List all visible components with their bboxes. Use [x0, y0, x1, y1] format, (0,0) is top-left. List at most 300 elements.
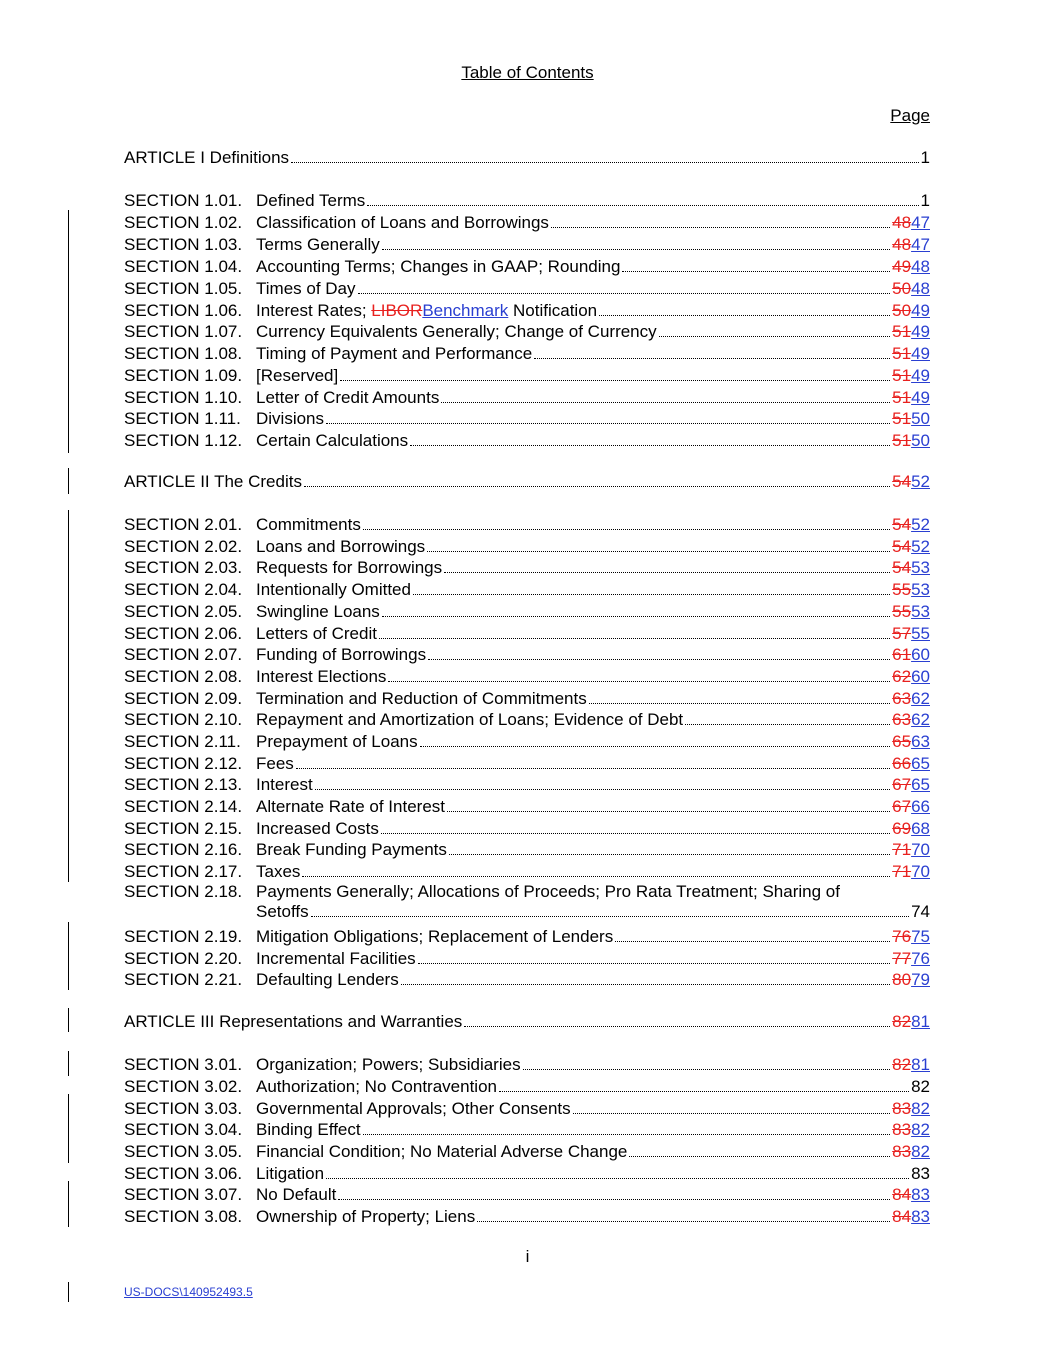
toc-article-row[interactable] — [124, 146, 930, 168]
section-title — [256, 710, 683, 730]
deleted-page-number: 71 — [892, 840, 912, 859]
deleted-page-number: 54 — [892, 537, 912, 556]
dot-leader — [441, 402, 890, 403]
dot-leader — [388, 681, 890, 682]
change-bar — [68, 468, 69, 494]
section-number: SECTION 2.03. — [124, 558, 243, 577]
section-title-text: Break Funding Payments — [256, 840, 447, 859]
toc-section-row[interactable] — [124, 882, 930, 926]
page-number — [892, 515, 930, 535]
section-title-text: Times of Day — [256, 279, 356, 298]
inserted-page-number[interactable]: 83 — [911, 1207, 930, 1226]
dot-leader — [589, 703, 890, 704]
page-number — [892, 431, 930, 451]
inserted-page-number[interactable]: 62 — [911, 710, 930, 729]
section-number: SECTION 1.02. — [124, 213, 243, 232]
article-title: Representations and Warranties — [219, 1012, 463, 1031]
page-number — [892, 775, 930, 795]
deleted-page-number: 77 — [892, 949, 912, 968]
dot-leader — [418, 963, 890, 964]
section-title — [256, 388, 439, 408]
section-number: SECTION 1.03. — [124, 235, 243, 254]
inserted-page-number[interactable]: 49 — [911, 344, 930, 363]
toc-section-row[interactable] — [124, 1183, 930, 1205]
section-number: SECTION 2.04. — [124, 580, 243, 599]
page-number — [892, 862, 930, 882]
section-number: SECTION 2.05. — [124, 602, 243, 621]
dot-leader — [551, 227, 890, 228]
page-number-value[interactable]: 1 — [920, 191, 930, 210]
inserted-page-number[interactable]: 49 — [911, 301, 930, 320]
toc-section-row[interactable] — [124, 795, 930, 817]
page-number-value[interactable]: 82 — [911, 1077, 930, 1096]
dot-leader — [326, 423, 890, 424]
dot-leader — [363, 529, 890, 530]
page-number — [892, 257, 930, 277]
section-title — [256, 862, 300, 882]
toc-section-row[interactable] — [124, 860, 930, 882]
page-number-value[interactable]: 83 — [911, 1164, 930, 1183]
toc-section-row[interactable] — [124, 1140, 930, 1162]
page-number — [892, 710, 930, 730]
deleted-page-number: 83 — [892, 1099, 912, 1118]
article-heading — [124, 148, 289, 168]
section-title — [256, 580, 411, 600]
section-title: Payments Generally; Allocations of Proceeds; Pro Rata Treatment; Sharing of — [256, 882, 840, 901]
toc-section-row[interactable] — [124, 968, 930, 990]
section-title — [256, 732, 418, 752]
section-title — [256, 1164, 324, 1184]
section-number: SECTION 1.06. — [124, 301, 243, 320]
section-title-text: Increased Costs — [256, 819, 379, 838]
inserted-page-number[interactable]: 75 — [911, 927, 930, 946]
toc-section-row[interactable] — [124, 233, 930, 255]
section-title — [256, 257, 620, 277]
section-title-text: Letter of Credit Amounts — [256, 388, 440, 407]
section-title-text: Fees — [256, 754, 294, 773]
deleted-page-number: 54 — [892, 558, 912, 577]
toc-article-row[interactable] — [124, 470, 930, 492]
page-number — [892, 754, 930, 774]
section-title-text: Divisions — [256, 409, 325, 428]
section-title — [256, 213, 549, 233]
inserted-page-number[interactable]: 81 — [911, 1055, 930, 1074]
section-number: SECTION 2.18. — [124, 882, 243, 901]
deleted-page-number: 50 — [892, 279, 912, 298]
toc-section-row[interactable] — [124, 947, 930, 969]
toc-section-row[interactable] — [124, 643, 930, 665]
toc-section-row[interactable] — [124, 320, 930, 342]
dot-leader — [428, 659, 890, 660]
article-title: Definitions — [209, 148, 290, 167]
dot-leader — [302, 876, 890, 877]
dot-leader — [447, 811, 890, 812]
page-number — [921, 191, 930, 211]
inserted-page-number[interactable]: 60 — [911, 645, 930, 664]
inserted-page-number[interactable]: 48 — [911, 279, 930, 298]
section-number: SECTION 1.10. — [124, 388, 243, 407]
section-title-text: Litigation — [256, 1164, 325, 1183]
section-title-text: Currency Equivalents Generally; Change of Currency — [256, 322, 657, 341]
dot-leader — [338, 1199, 890, 1200]
inserted-page-number[interactable]: 53 — [911, 558, 930, 577]
inserted-page-number[interactable]: 52 — [911, 537, 930, 556]
dot-leader — [304, 486, 890, 487]
change-bar — [68, 1008, 69, 1032]
section-title-text: Taxes — [256, 862, 301, 881]
section-title-text: Terms Generally — [256, 235, 380, 254]
inserted-page-number[interactable]: 70 — [911, 862, 930, 881]
section-number: SECTION 1.12. — [124, 431, 243, 450]
section-title-text: Accounting Terms; Changes in GAAP; Rounding — [256, 257, 621, 276]
section-title — [256, 645, 426, 665]
inserted-page-number[interactable]: 65 — [911, 754, 930, 773]
toc-title: Table of Contents — [461, 63, 594, 82]
section-title-text: Interest Elections — [256, 667, 387, 686]
dot-leader — [363, 1134, 891, 1135]
toc-section-row[interactable] — [124, 1075, 930, 1097]
toc-section-row[interactable] — [124, 407, 930, 429]
deleted-page-number: 48 — [892, 235, 912, 254]
toc-section-row[interactable] — [124, 513, 930, 535]
section-title — [256, 667, 386, 687]
section-title-text: Termination and Reduction of Commitments — [256, 689, 587, 708]
section-title — [256, 344, 532, 364]
section-title-text: Authorization; No Contravention — [256, 1077, 497, 1096]
section-title-tail: Notification — [508, 301, 598, 320]
section-number: SECTION 2.06. — [124, 624, 243, 643]
toc-section-row[interactable] — [124, 1097, 930, 1119]
page-number — [892, 667, 930, 687]
page-number — [911, 902, 930, 922]
dot-leader — [523, 1069, 891, 1070]
section-title — [256, 949, 416, 969]
section-title — [256, 191, 365, 211]
toc-section-row[interactable] — [124, 277, 930, 299]
inserted-page-number[interactable]: 53 — [911, 580, 930, 599]
section-title-text: Timing of Payment and Performance — [256, 344, 533, 363]
section-title — [256, 1142, 627, 1162]
section-number: SECTION 2.13. — [124, 775, 243, 794]
toc-section-row[interactable] — [124, 299, 930, 321]
deleted-page-number: 48 — [892, 213, 912, 232]
inserted-page-number[interactable]: 47 — [911, 213, 930, 232]
page-number — [892, 970, 930, 990]
page-number — [892, 797, 930, 817]
inserted-page-number[interactable]: 55 — [911, 624, 930, 643]
section-title-text: Interest Rates; — [256, 301, 372, 320]
section-title — [256, 431, 408, 451]
dot-leader — [615, 941, 890, 942]
dot-leader — [326, 1178, 909, 1179]
dot-leader — [420, 746, 891, 747]
section-title-line2: Setoffs — [256, 902, 309, 921]
page-number-value[interactable]: 1 — [920, 148, 930, 167]
toc-section-row[interactable] — [124, 730, 930, 752]
section-number: SECTION 2.15. — [124, 819, 243, 838]
section-title-text: Commitments — [256, 515, 361, 534]
deleted-page-number: 84 — [892, 1185, 912, 1204]
toc-section-row[interactable] — [124, 535, 930, 557]
deleted-page-number: 84 — [892, 1207, 912, 1226]
article-heading — [124, 472, 302, 492]
inserted-page-number[interactable]: 62 — [911, 689, 930, 708]
deleted-page-number: 83 — [892, 1120, 912, 1139]
toc-section-row[interactable] — [124, 687, 930, 709]
page-number — [921, 148, 930, 168]
toc-section-row[interactable] — [124, 817, 930, 839]
dot-leader — [340, 380, 890, 381]
page-number — [892, 472, 930, 492]
deleted-page-number: 50 — [892, 301, 912, 320]
page-number — [892, 1012, 930, 1032]
inserted-page-number[interactable]: 83 — [911, 1185, 930, 1204]
section-number: SECTION 1.01. — [124, 191, 243, 210]
section-title-text: Mitigation Obligations; Replacement of Lenders — [256, 927, 614, 946]
toc-section-row[interactable] — [124, 578, 930, 600]
deleted-page-number: 54 — [892, 515, 912, 534]
section-title-text: Interest — [256, 775, 313, 794]
inserted-page-number[interactable]: 53 — [911, 602, 930, 621]
inserted-page-number[interactable]: 82 — [911, 1120, 930, 1139]
article-heading — [124, 1012, 462, 1032]
section-title — [256, 515, 361, 535]
dot-leader — [381, 833, 890, 834]
toc-section-row[interactable] — [124, 622, 930, 644]
inserted-page-number[interactable]: 50 — [911, 409, 930, 428]
inserted-page-number[interactable]: 49 — [911, 322, 930, 341]
toc-section-row[interactable] — [124, 556, 930, 578]
inserted-page-number[interactable]: 60 — [911, 667, 930, 686]
deleted-page-number: 62 — [892, 667, 912, 686]
section-number: SECTION 2.21. — [124, 970, 243, 989]
inserted-page-number[interactable]: 49 — [911, 366, 930, 385]
section-title-text: Funding of Borrowings — [256, 645, 427, 664]
deleted-page-number: 54 — [892, 472, 912, 491]
section-title-text: Binding Effect — [256, 1120, 361, 1139]
inserted-page-number[interactable]: 68 — [911, 819, 930, 838]
inserted-page-number[interactable]: 76 — [911, 949, 930, 968]
section-number: SECTION 2.10. — [124, 710, 243, 729]
toc-section-row[interactable] — [124, 773, 930, 795]
toc-section-row[interactable] — [124, 925, 930, 947]
deleted-page-number: 67 — [892, 775, 912, 794]
inserted-page-number[interactable]: 82 — [911, 1099, 930, 1118]
section-title-text: Prepayment of Loans — [256, 732, 418, 751]
page-number — [892, 840, 930, 860]
page-number — [892, 388, 930, 408]
page-number-value[interactable]: 74 — [911, 902, 930, 921]
page-number — [892, 1099, 930, 1119]
page-number — [892, 409, 930, 429]
section-title-text: Certain Calculations — [256, 431, 409, 450]
page-number — [892, 235, 930, 255]
dot-leader — [534, 358, 890, 359]
footer-page-number: i — [525, 1247, 530, 1266]
inserted-page-number[interactable]: 70 — [911, 840, 930, 859]
section-title-text: Letters of Credit — [256, 624, 377, 643]
section-title — [256, 1120, 361, 1140]
page-number — [892, 927, 930, 947]
section-number: SECTION 1.08. — [124, 344, 243, 363]
toc-section-row[interactable] — [124, 752, 930, 774]
deleted-page-number: 69 — [892, 819, 912, 838]
dot-leader — [401, 984, 890, 985]
dot-leader — [685, 724, 890, 725]
page-number — [892, 366, 930, 386]
page-number — [892, 949, 930, 969]
deleted-page-number: 51 — [892, 322, 912, 341]
section-number: SECTION 3.08. — [124, 1207, 243, 1226]
toc-section-row[interactable] — [124, 838, 930, 860]
page-number — [892, 819, 930, 839]
section-title-text: Classification of Loans and Borrowings — [256, 213, 549, 232]
toc-section-row[interactable] — [124, 1205, 930, 1227]
section-title — [256, 602, 380, 622]
change-bar — [68, 922, 69, 990]
inserted-page-number[interactable]: 49 — [911, 388, 930, 407]
toc-section-row[interactable] — [124, 189, 930, 211]
inserted-page-number[interactable]: 66 — [911, 797, 930, 816]
section-title — [256, 1207, 475, 1227]
toc-article-row[interactable] — [124, 1010, 930, 1032]
toc-section-row[interactable] — [124, 665, 930, 687]
section-title — [256, 1077, 497, 1097]
dot-leader — [379, 638, 890, 639]
inserted-page-number[interactable]: 52 — [911, 472, 930, 491]
dot-leader — [410, 445, 890, 446]
section-title — [256, 927, 613, 947]
page-number — [892, 537, 930, 557]
page-number — [892, 580, 930, 600]
deleted-page-number: 71 — [892, 862, 912, 881]
toc-section-row[interactable] — [124, 211, 930, 233]
deleted-page-number: 65 — [892, 732, 912, 751]
inserted-page-number[interactable]: 81 — [911, 1012, 930, 1031]
toc-section-row[interactable] — [124, 708, 930, 730]
dot-leader — [382, 249, 890, 250]
dot-leader — [367, 205, 918, 206]
deleted-page-number: 51 — [892, 366, 912, 385]
section-title — [256, 322, 657, 342]
article-label: ARTICLE II — [124, 472, 210, 491]
deleted-page-number: 55 — [892, 602, 912, 621]
article-label: ARTICLE I — [124, 148, 205, 167]
inserted-page-number[interactable]: 48 — [911, 257, 930, 276]
toc-section-row[interactable] — [124, 386, 930, 408]
section-number: SECTION 2.20. — [124, 949, 243, 968]
section-number: SECTION 3.03. — [124, 1099, 243, 1118]
dot-leader — [573, 1113, 890, 1114]
section-title-text: Governmental Approvals; Other Consents — [256, 1099, 571, 1118]
toc-section-row[interactable] — [124, 1118, 930, 1140]
toc-section-row[interactable] — [124, 429, 930, 451]
page-number — [892, 213, 930, 233]
article-label: ARTICLE III — [124, 1012, 215, 1031]
inserted-page-number[interactable]: 50 — [911, 431, 930, 450]
section-number: SECTION 2.16. — [124, 840, 243, 859]
toc-section-row[interactable] — [124, 600, 930, 622]
page-number — [911, 1077, 930, 1097]
dot-leader — [291, 162, 918, 163]
deleted-page-number: 49 — [892, 257, 912, 276]
toc-section-row[interactable] — [124, 1053, 930, 1075]
deleted-page-number: 76 — [892, 927, 912, 946]
inserted-page-number[interactable]: 79 — [911, 970, 930, 989]
toc-section-row[interactable] — [124, 342, 930, 364]
section-title-text: Incremental Facilities — [256, 949, 416, 968]
dot-leader — [599, 315, 890, 316]
dot-leader — [296, 768, 890, 769]
deleted-page-number: 80 — [892, 970, 912, 989]
page-number — [892, 279, 930, 299]
page-number — [892, 1055, 930, 1075]
page-number — [892, 1207, 930, 1227]
section-title-text: Loans and Borrowings — [256, 537, 426, 556]
section-number: SECTION 3.01. — [124, 1055, 243, 1074]
toc-section-row[interactable] — [124, 255, 930, 277]
inserted-page-number[interactable]: 65 — [911, 775, 930, 794]
document-id-link[interactable]: US-DOCS\140952493.5 — [124, 1285, 253, 1299]
deleted-page-number: 55 — [892, 580, 912, 599]
section-number: SECTION 3.02. — [124, 1077, 243, 1096]
section-title — [256, 840, 447, 860]
section-number: SECTION 1.05. — [124, 279, 243, 298]
dot-leader — [358, 293, 891, 294]
section-title-text: Intentionally Omitted — [256, 580, 411, 599]
section-number: SECTION 2.01. — [124, 515, 243, 534]
section-number: SECTION 2.09. — [124, 689, 243, 708]
section-number: SECTION 2.08. — [124, 667, 243, 686]
inserted-page-number[interactable]: 82 — [911, 1142, 930, 1161]
dot-leader — [413, 594, 890, 595]
section-number: SECTION 3.04. — [124, 1120, 243, 1139]
change-bar — [68, 1282, 69, 1302]
page-number — [892, 558, 930, 578]
section-title-continuation — [256, 902, 930, 922]
page-number — [892, 689, 930, 709]
dot-leader — [659, 336, 891, 337]
toc-section-row[interactable] — [124, 1162, 930, 1184]
section-title — [256, 754, 294, 774]
section-title-block — [256, 882, 930, 922]
deleted-page-number: 51 — [892, 344, 912, 363]
dot-leader — [444, 572, 890, 573]
section-title-text: Alternate Rate of Interest — [256, 797, 445, 816]
section-title — [256, 235, 380, 255]
section-title-text: Defined Terms — [256, 191, 366, 210]
dot-leader — [499, 1091, 909, 1092]
toc-section-row[interactable] — [124, 364, 930, 386]
deleted-page-number: 67 — [892, 797, 912, 816]
section-title — [256, 775, 313, 795]
section-title — [256, 624, 377, 644]
section-title-text: No Default — [256, 1185, 337, 1204]
deleted-page-number: 66 — [892, 754, 912, 773]
section-title-text: Defaulting Lenders — [256, 970, 399, 989]
inserted-page-number[interactable]: 47 — [911, 235, 930, 254]
section-title — [256, 558, 442, 578]
page-number — [892, 344, 930, 364]
section-title — [256, 301, 597, 321]
inserted-page-number[interactable]: 52 — [911, 515, 930, 534]
dot-leader — [382, 616, 890, 617]
dot-leader — [311, 916, 909, 917]
section-title — [256, 1185, 336, 1205]
section-title — [256, 1099, 571, 1119]
inserted-page-number[interactable]: 63 — [911, 732, 930, 751]
dot-leader — [315, 789, 890, 790]
